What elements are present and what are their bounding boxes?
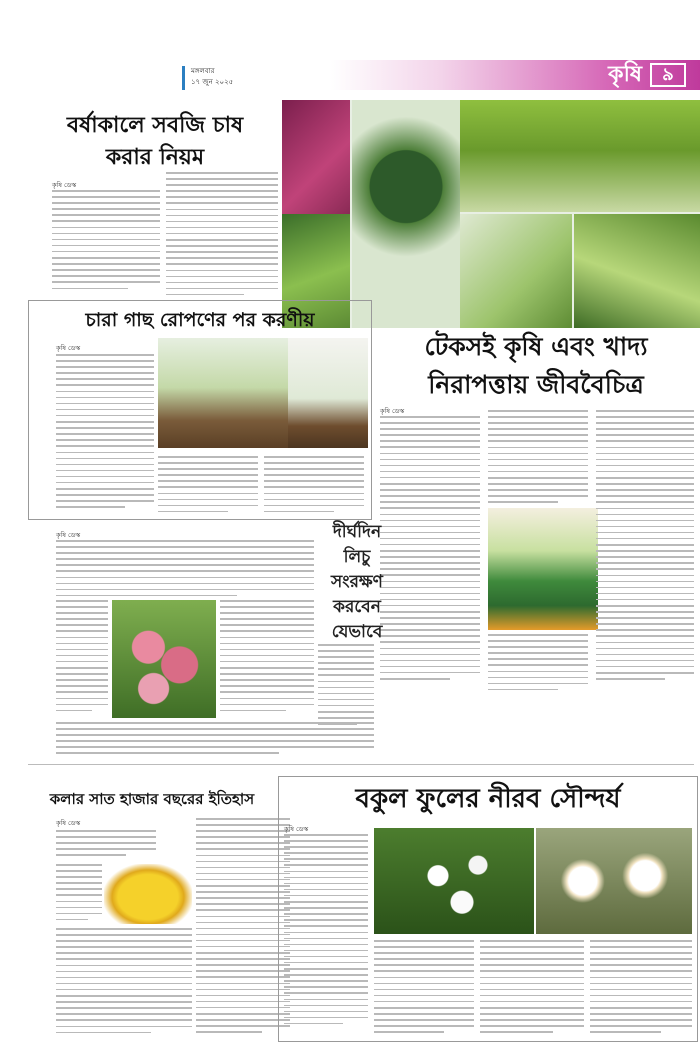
biodiversity-body-col2-top xyxy=(488,410,588,506)
seedling-care-body-col2 xyxy=(158,456,258,514)
seedling-photo xyxy=(158,338,288,448)
rainy-vegetables-byline: কৃষি ডেস্ক xyxy=(52,181,77,189)
banana-byline: কৃষি ডেস্ক xyxy=(56,819,81,827)
page-number: ৯ xyxy=(650,63,686,87)
issue-meta xyxy=(182,66,322,90)
page-header xyxy=(0,0,700,100)
vegetable-photo-collage xyxy=(282,100,700,328)
banana-body-col1-top xyxy=(56,830,156,860)
litchi-body-bottom xyxy=(56,722,374,758)
biodiversity-headline: টেকসই কৃষি এবং খাদ্য নিরাপত্তায় জীববৈচিত্র xyxy=(424,332,648,399)
litchi-byline: কৃষি ডেস্ক xyxy=(56,531,81,539)
biodiversity-byline: কৃষি ডেস্ক xyxy=(380,407,405,415)
litchi-photo xyxy=(112,600,216,718)
seedling-care-byline: কৃষি ডেস্ক xyxy=(56,344,81,352)
litchi-body-top xyxy=(56,540,314,598)
farmer-illustration xyxy=(488,508,598,630)
bakul-body-col1 xyxy=(284,834,368,1034)
litchi-body-col1 xyxy=(56,600,108,718)
rainy-vegetables-body-col2 xyxy=(166,172,278,296)
banana-photo xyxy=(104,864,192,924)
seedling-care-headline: চারা গাছ রোপণের পর করণীয় xyxy=(85,309,315,331)
biodiversity-body-col2-bottom xyxy=(488,634,588,690)
photo-tile xyxy=(282,100,350,214)
biodiversity-body-col3 xyxy=(596,410,694,690)
section-divider xyxy=(28,764,694,765)
litchi-headline: দীর্ঘদিন লিচু সংরক্ষণ করবেন যেভাবে xyxy=(331,522,383,642)
biodiversity-body-col1 xyxy=(380,416,480,688)
rainy-vegetables-body-col1 xyxy=(52,190,160,290)
litchi-body-col2 xyxy=(220,600,314,718)
section-name: কৃষি xyxy=(608,62,642,87)
issue-day: মঙ্গলবার xyxy=(191,67,215,75)
photo-tile xyxy=(460,100,700,212)
banana-body-col1 xyxy=(56,864,102,924)
bakul-byline: কৃষি ডেস্ক xyxy=(284,825,309,833)
seedling-care-body-col1 xyxy=(56,354,154,514)
photo-tile xyxy=(574,214,700,328)
banana-body-col2 xyxy=(196,818,290,1040)
photo-tile xyxy=(460,214,572,328)
rainy-vegetables-headline: বর্ষাকালে সবজি চাষ করার নিয়ম xyxy=(66,113,244,170)
banana-body-col1-bottom xyxy=(56,928,192,1040)
issue-date: ১৭ জুন ২০২৫ xyxy=(191,78,234,86)
photo-tile xyxy=(352,100,460,328)
bakul-body-col4 xyxy=(590,940,692,1036)
seedling-care-body-col3 xyxy=(264,456,364,514)
bakul-headline: বকুল ফুলের নীরব সৌন্দর্য xyxy=(355,784,621,814)
seedling-photo xyxy=(288,338,368,448)
section-banner xyxy=(330,60,700,90)
bakul-body-col2 xyxy=(374,940,474,1036)
banana-headline: কলার সাত হাজার বছরের ইতিহাস xyxy=(49,790,255,808)
litchi-body-col3 xyxy=(318,644,374,732)
bakul-flower-photo xyxy=(374,828,534,934)
bakul-body-col3 xyxy=(480,940,584,1036)
bakul-flower-photo xyxy=(536,828,692,934)
